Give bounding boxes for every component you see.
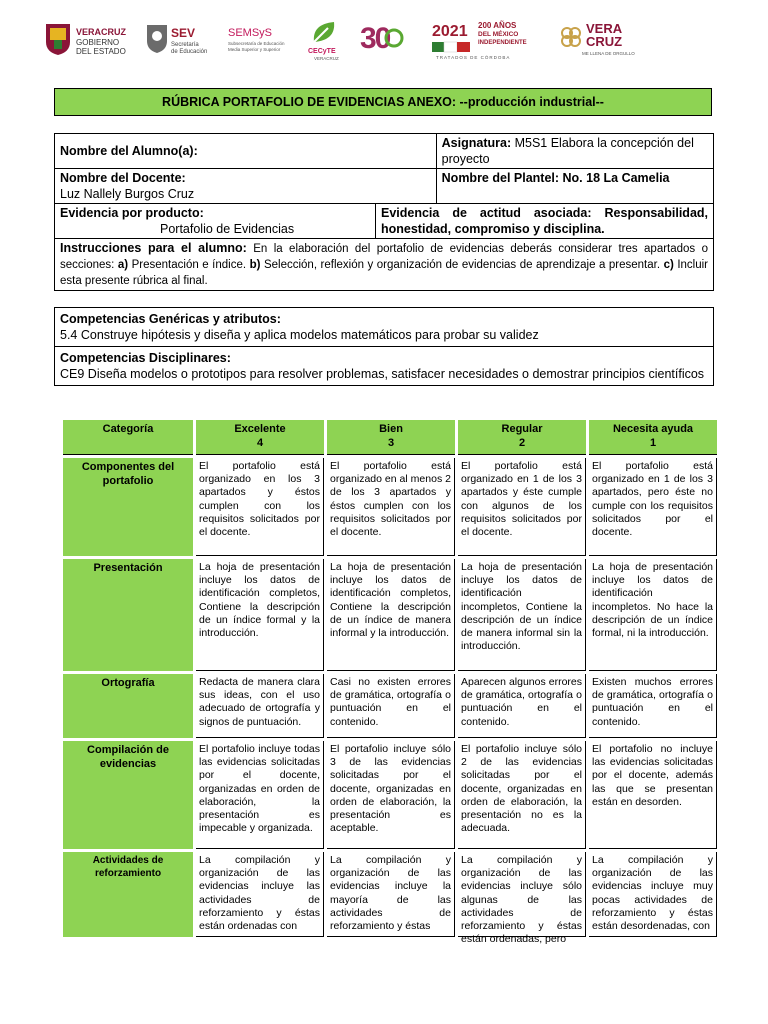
row-cell-regular: El portafolio incluye sólo 2 de las evidencias solicitadas por el docente, organizadas en orden de elaboración, la presentación no es la adecuada. [458, 741, 586, 849]
header-score: 2 [518, 437, 526, 449]
instrucciones-cell [55, 239, 714, 291]
semsys-logo [228, 14, 304, 66]
rubric-header-row [63, 420, 717, 455]
rubric-row-compilacion [63, 741, 717, 849]
semsys-sub2: Media Superior y Superior [228, 47, 281, 52]
row-cell-necesita-ayuda [589, 852, 717, 937]
row-category: Presentación [63, 559, 193, 671]
veracruz-shield-icon [44, 22, 72, 56]
instrucciones-b: b) [249, 259, 261, 271]
row-category: Ortografía [63, 674, 193, 738]
row-cell-regular [458, 852, 586, 946]
rubric-table [60, 417, 720, 946]
disciplinares-value: CE9 Diseña modelos o prototipos para resolver problemas, satisfacer necesidades o demostrar principios científicos [60, 367, 705, 381]
sev-logo [144, 14, 220, 66]
semsys-name: SEMSyS [228, 27, 273, 39]
orgullo-line1: VERA [586, 21, 623, 36]
plantel-value: No. 18 La Camelia [559, 171, 670, 185]
competencias-table [54, 307, 714, 386]
logo-strip [40, 14, 660, 66]
evidencia-value: Portafolio de Evidencias [160, 222, 295, 236]
semsys-sub1: Subsecretaría de Educación [228, 41, 285, 46]
disciplinares-label: Competencias Disciplinares: [60, 351, 231, 365]
row-cell-excelente: La hoja de presentación incluye los datos de identificación completos, Contiene la descripción de un índice formal y la introducción. [196, 559, 324, 671]
header-excelente [196, 420, 324, 455]
genericas-label: Competencias Genéricas y atributos: [60, 312, 281, 326]
row-cell-text: La compilación y organización de las evidencias incluye sólo algunas de las actividades de reforzamiento y éstas están ordenadas, pero [461, 854, 582, 946]
competencias-disciplinares-cell [55, 347, 714, 386]
row-category: Actividades de reforzamiento [63, 852, 193, 937]
sev-sub1: Secretaría [171, 42, 199, 48]
header-label: Necesita ayuda [612, 423, 694, 435]
row-cell-regular: La hoja de presentación incluye los datos de identificación incompletos, Contiene la descripción de un índice de manera informal sin la introducción. [458, 559, 586, 671]
veracruz-line3: DEL ESTADO [76, 47, 126, 56]
asignatura-cell [436, 134, 713, 169]
header-label: Excelente [234, 423, 286, 435]
instrucciones-part3: Selección, reflexión y organización de evidencias de aprendizaje a presentar. [260, 259, 664, 271]
cecyte-name: CECyTE [308, 48, 336, 55]
row-category: Componentes del portafolio [63, 458, 193, 556]
bicentenario-year: 2021 [432, 23, 468, 40]
row-cell-bien [327, 852, 455, 937]
plantel-cell [436, 169, 713, 204]
row-cell-text: La compilación y organización de las evidencias incluye las actividades de reforzamiento y éstas están ordenadas con [199, 854, 320, 933]
header-label: Regular [501, 423, 543, 435]
header-necesita-ayuda [589, 420, 717, 455]
bicentenario-line2: DEL MÉXICO [478, 31, 519, 38]
header-label: Categoría [102, 423, 154, 435]
header-regular [458, 420, 586, 455]
header-label: Bien [379, 423, 403, 435]
plantel-label: Nombre del Plantel: [441, 171, 560, 185]
row-cell-bien: El portafolio está organizado en al menos 2 de los 3 apartados y éstos cumplen con los requisitos solicitados por el docente. [327, 458, 455, 556]
rubric-row-actividades [63, 852, 717, 937]
row-cell-excelente: El portafolio está organizado en los 3 apartados y éstos cumplen con los requisitos solicitados por el docente. [196, 458, 324, 556]
orgullo-line2: CRUZ [586, 34, 623, 49]
veracruz-orgullo-logo [560, 14, 656, 66]
orgullo-line3: ME LLENA DE ORGULLO [582, 51, 635, 56]
evidencia-cell [55, 204, 376, 239]
alumno-label: Nombre del Alumno(a): [55, 134, 437, 169]
veracruz-line1: VERACRUZ [76, 27, 127, 37]
row-category: Compilación de evidencias [63, 741, 193, 849]
genericas-value: 5.4 Construye hipótesis y diseña y aplica modelos matemáticos para probar su validez [60, 328, 539, 342]
row-cell-necesita-ayuda: La hoja de presentación incluye los datos de identificación incompletos. No hace la descripción de un índice formal, ni la introducción. [589, 559, 717, 671]
asignatura-value: M5S1 Elabora la concepción del proyecto [441, 136, 694, 166]
actitud-cell [376, 204, 714, 239]
actitud-value: Responsabilidad, honestidad, compromiso y disciplina. [381, 206, 708, 236]
veracruz-gobierno-logo [44, 14, 138, 66]
rubric-row-presentacion [63, 559, 717, 671]
aniversario-ring-icon [384, 28, 404, 48]
rubric-row-componentes [63, 458, 717, 556]
row-cell-regular: Aparecen algunos errores de gramática, ortografía o puntuación en el contenido. [458, 674, 586, 738]
evidencia-label: Evidencia por producto: [60, 206, 204, 220]
instrucciones-label: Instrucciones para el alumno: [60, 241, 247, 255]
docente-cell [55, 169, 437, 204]
docente-label: Nombre del Docente: [60, 171, 186, 185]
page-title: RÚBRICA PORTAFOLIO DE EVIDENCIAS ANEXO: --producción industrial-- [54, 88, 712, 116]
asignatura-label: Asignatura: [441, 136, 512, 150]
aniversario-number: 30 [360, 22, 390, 55]
competencias-genericas-cell [55, 308, 714, 347]
header-score: 3 [387, 437, 395, 449]
row-cell-regular: El portafolio está organizado en 1 de los 3 apartados y éste cumple con algunos de los requisitos solicitados por el docente. [458, 458, 586, 556]
header-score: 4 [256, 437, 264, 449]
veracruz-orgullo-knot-icon [560, 26, 582, 48]
instrucciones-part1: En la elaboración del portafolio de evidencias deberás considerar tres apartados o secciones: [60, 243, 708, 271]
row-cell-excelente [196, 852, 324, 937]
row-cell-bien: Casi no existen errores de gramática, ortografía o puntuación en el contenido. [327, 674, 455, 738]
bicentenario-logo [428, 14, 552, 66]
bicentenario-line3: INDEPENDIENTE [478, 40, 527, 46]
row-cell-text: La compilación y organización de las evidencias incluye la mayoría de las actividades de reforzamiento y éstas [330, 854, 451, 933]
docente-value: Luz Nallely Burgos Cruz [60, 187, 195, 201]
header-score: 1 [649, 437, 657, 449]
instrucciones-c: c) [663, 259, 674, 271]
sev-name: SEV [171, 26, 196, 40]
cecyte-sub: VERACRUZ [314, 56, 339, 61]
student-info-table [54, 133, 714, 291]
cecyte-logo [302, 14, 346, 66]
cecyte-leaf-icon [310, 18, 338, 46]
row-cell-necesita-ayuda: El portafolio no incluye las evidencias solicitadas por el docente, además las que se presentan están en desorden. [589, 741, 717, 849]
aniversario-30-logo [358, 14, 406, 66]
actitud-label: Evidencia de actitud asociada: [381, 206, 592, 220]
instrucciones-part2: Presentación e índice. [128, 259, 250, 271]
rubric-row-ortografia [63, 674, 717, 738]
header-bien [327, 420, 455, 455]
bicentenario-line1: 200 AÑOS [478, 21, 517, 30]
header-categoria [63, 420, 193, 455]
bicentenario-line4: TRATADOS DE CÓRDOBA [436, 55, 511, 60]
instrucciones-part4: Incluir esta presente rúbrica al final. [60, 259, 708, 287]
row-cell-bien: La hoja de presentación incluye los datos de identificación completos, Contiene la descripción de un índice de manera informal y la introducción. [327, 559, 455, 671]
row-cell-bien: El portafolio incluye sólo 3 de las evidencias solicitadas por el docente, organizadas en orden de elaboración, la presentación es aceptable. [327, 741, 455, 849]
row-cell-excelente: El portafolio incluye todas las evidencias solicitadas por el docente, organizadas en orden de elaboración, la presentación es impecable y organizada. [196, 741, 324, 849]
row-cell-necesita-ayuda: El portafolio está organizado en 1 de los 3 apartados, pero éste no cumple con los requisitos solicitados por el docente. [589, 458, 717, 556]
sev-sub2: de Educación [171, 49, 208, 55]
row-cell-text: La compilación y organización de las evidencias incluye muy pocas actividades de reforzamiento y éstas están desordenadas, con [592, 854, 713, 933]
row-cell-excelente: Redacta de manera clara sus ideas, con el uso adecuado de ortografía y signos de puntuación. [196, 674, 324, 738]
instrucciones-a: a) [117, 259, 129, 271]
veracruz-line2: GOBIERNO [76, 38, 120, 47]
bicentenario-flag-icon [432, 42, 470, 52]
row-cell-necesita-ayuda: Existen muchos errores de gramática, ortografía o puntuación en el contenido. [589, 674, 717, 738]
sev-shield-icon [146, 24, 168, 54]
